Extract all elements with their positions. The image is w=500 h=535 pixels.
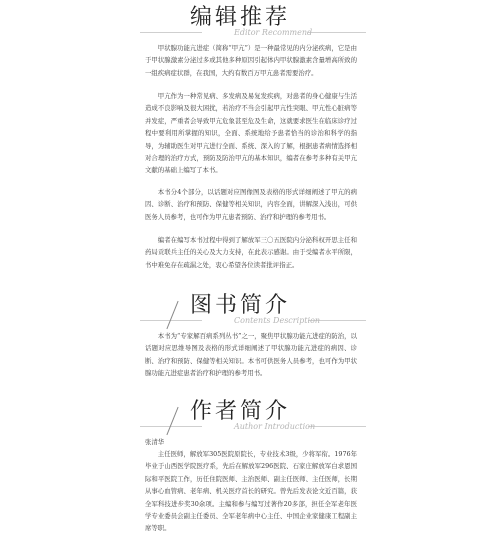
divider-line	[140, 32, 202, 33]
divider-line	[140, 426, 202, 427]
recommend-title: 编辑推荐	[190, 5, 291, 30]
recommend-heading	[0, 6, 500, 46]
intro-heading	[0, 294, 500, 334]
recommend-paragraph: 编者在编写本书过程中得到了解放军三〇五医院内分泌科权开思主任和药局贡联兵主任的关心及大力支持，在此表示感谢。由于受编者水平所限，书中难免存在疏漏之处，衷心希望各位读者批评指正。	[145, 236, 357, 269]
author-name: 张清华	[145, 438, 165, 446]
recommend-subtitle: Editor Recommend	[234, 28, 313, 37]
author-title: 作者简介	[190, 399, 291, 424]
intro-subtitle: Contents Description	[234, 316, 321, 325]
intro-paragraph: 本书为“专家解百病系列丛书”之一，聚焦甲状腺功能亢进症的防治，以话题对应思维导图及表格的形式详细阐述了甲状腺功能亢进症的病因、诊断、治疗和预防、保健等相关知识。本书可供医务人员参考，也可作为甲状腺功能亢进症患者治疗和护理的参考用书。	[145, 332, 357, 378]
recommend-paragraph: 本书分4个部分，以话题对应图像图及表格的形式详细阐述了甲亢的病因、诊断、治疗和预防、保健等相关知识，内容全面，讲解深入浅出，可供医务人员参考，也可作为甲亢患者预防、治疗和护理的参考用书。	[145, 188, 357, 221]
divider-slash	[166, 301, 178, 329]
divider-line	[308, 32, 366, 33]
author-paragraph: 主任医师，解放军305医院原院长，专业技术3级，少将军衔。1976年毕业于山西医学院医疗系，先后在解放军296医院、石家庄解放军白求恩国际和平医院工作，历任住院医师、主治医师、副主任医师、主任医师，长期从事心血管病、老年病、机关医疗首长的研究。曾先后发表论文近百篇，获全军科技进步奖30余项。主编和参与编写过著作20多部，担任全军老年医学专业委员会副主任委员、全军老年病中心主任、中国企业家健康工程副主席等职。	[145, 450, 357, 533]
divider-line	[140, 320, 202, 321]
divider-line	[308, 426, 366, 427]
author-heading	[0, 400, 500, 440]
intro-title: 图书简介	[190, 293, 291, 318]
recommend-paragraph: 甲亢作为一种常见病、多发病及易复发疾病，对患者的身心健康与生活造成不良影响及很大困扰，若治疗不当会引起甲亢性突眼、甲亢性心脏病等并发症，严重者会导致甲亢危象甚至危及生命，这就要求医生在临床诊疗过程中要利用所掌握的知识，全面、系统地给予患者恰当的诊治和科学的指导，为辅助医生对甲亢进行全面、系统、深入的了解，根据患者病情选择相对合理的治疗方式，预防及防治甲亢的基本知识，编者在参考多种有关甲亢文献的基础上编写了本书。	[145, 92, 357, 175]
divider-slash	[166, 407, 178, 435]
recommend-paragraph: 甲状腺功能亢进症（简称“甲亢”）是一种最常见的内分泌疾病，它是由于甲状腺激素分泌过多或其他多种原因引起体内甲状腺激素含量增高所致的一组疾病症状群，在我国，大约有数百万甲亢患者需要治疗。	[145, 44, 357, 77]
author-subtitle: Author Introduction	[234, 422, 316, 431]
